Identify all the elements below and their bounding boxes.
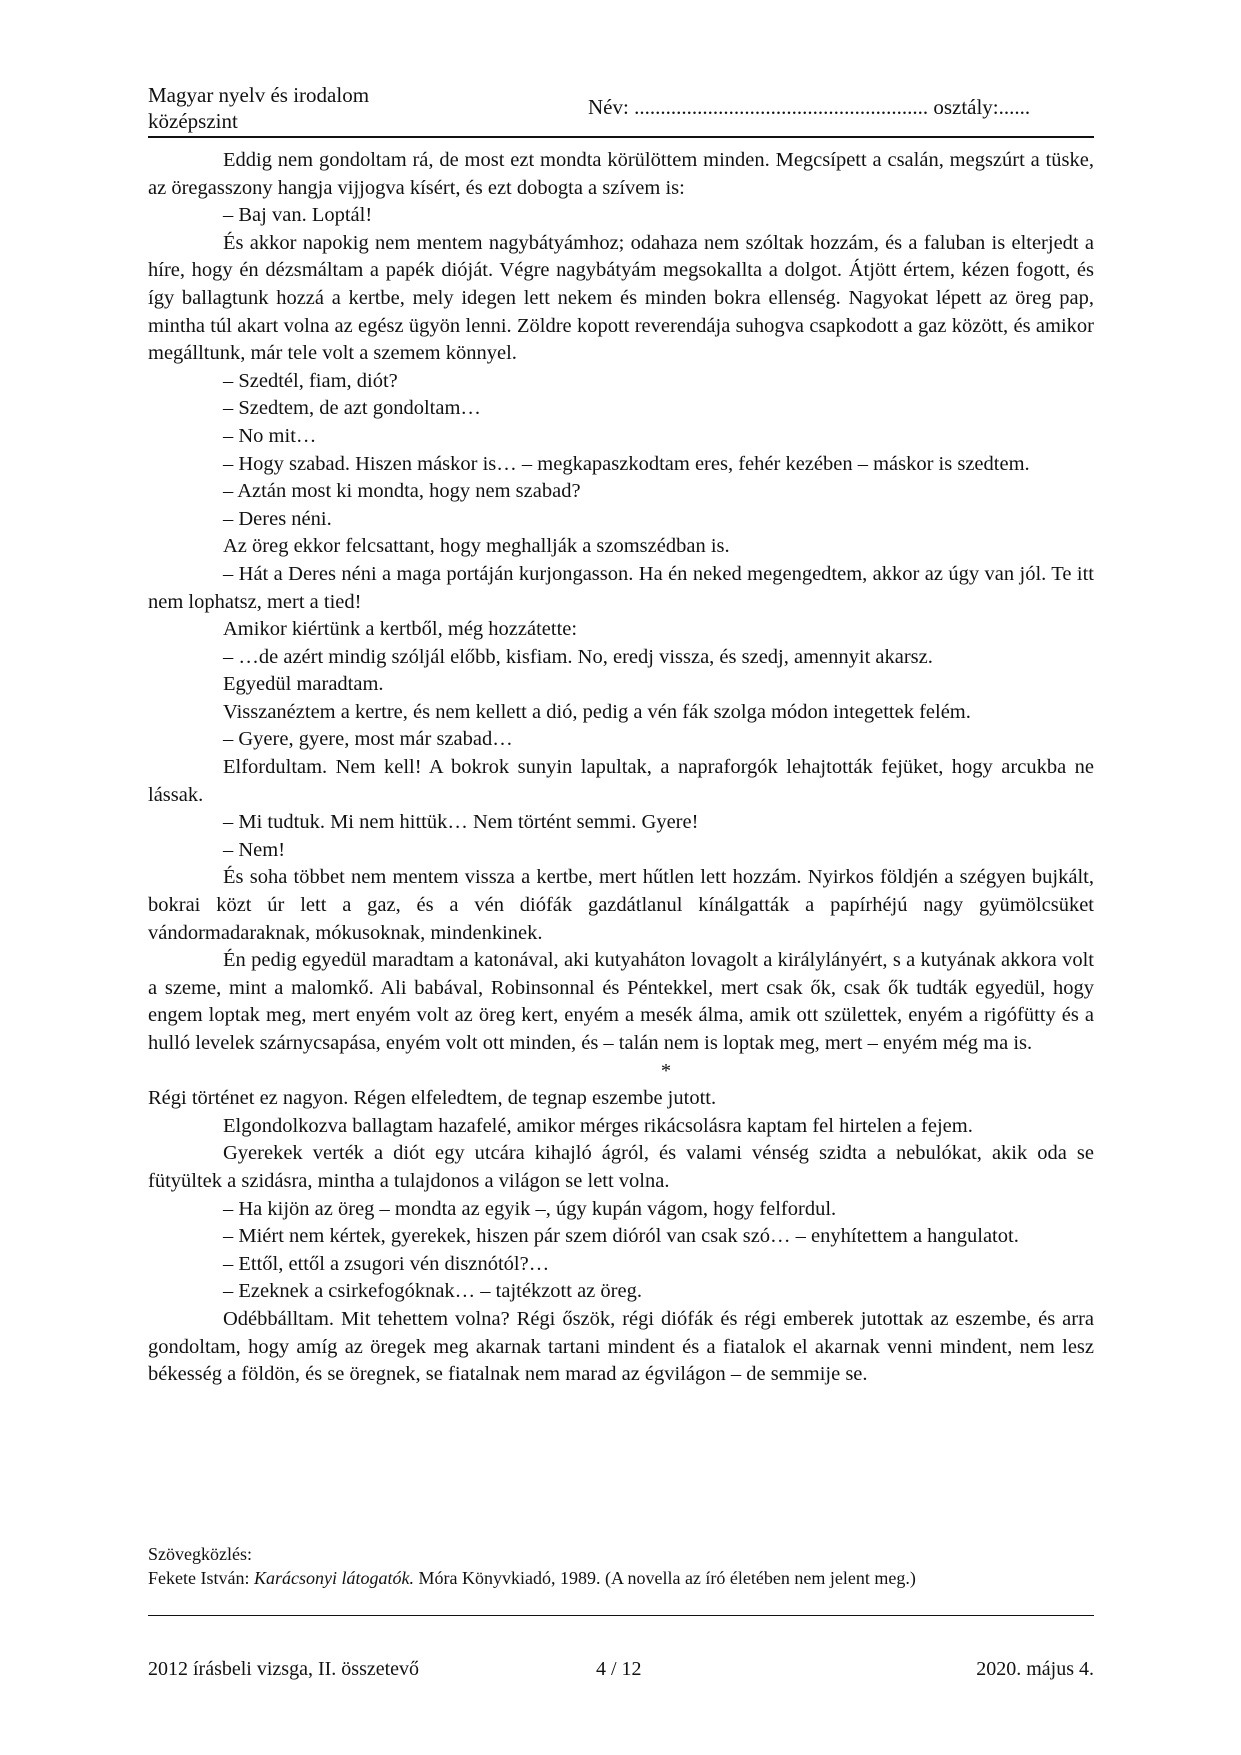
page-header — [148, 82, 1094, 138]
source-title: Karácsonyi látogatók. — [253, 1568, 414, 1588]
paragraph: Gyerekek verték a diót egy utcára kihajló ágról, és valami vénség szidta a nebulókat, akik oda se fütyültek a szidásra, mintha a tulajdonos a világon se lett volna. — [148, 1142, 1094, 1192]
story-text — [148, 147, 1094, 1389]
paragraph: Egyedül maradtam. — [223, 673, 384, 696]
paragraph: – …de azért mindig szóljál előbb, kisfiam. No, eredj vissza, és szedj, amennyit akarsz. — [223, 645, 933, 668]
paragraph: – Gyere, gyere, most már szabad… — [223, 728, 513, 751]
paragraph: Elfordultam. Nem kell! A bokrok sunyin lapultak, a napraforgók lehajtották fejüket, hogy arcukba ne lássak. — [148, 756, 1094, 806]
paragraph: Odébbálltam. Mit tehettem volna? Régi őszök, régi diófák és régi emberek jutottak az eszembe, és arra gondoltam, hogy amíg az öregek meg akarnak tartani mindent és a fiatalok el akarnak venni mindent, nem lesz békesség a földön, és se öregnek, se fiatalnak nem marad az égvilágon – de semmije se. — [148, 1307, 1094, 1386]
paragraph: – Deres néni. — [223, 507, 332, 530]
paragraph: – Ezeknek a csirkefogóknak… – tajtékzott az öreg. — [223, 1280, 642, 1303]
source-rest: Móra Könyvkiadó, 1989. (A novella az író életében nem jelent meg.) — [413, 1568, 916, 1588]
paragraph: – Szedtél, fiam, diót? — [223, 369, 398, 392]
footer-exam-label: 2012 írásbeli vizsga, II. összetevő — [148, 1658, 420, 1680]
paragraph: Elgondolkozva ballagtam hazafelé, amikor mérges rikácsolásra kaptam fel hirtelen a fejem. — [223, 1114, 973, 1137]
paragraph: Régi történet ez nagyon. Régen elfeledtem, de tegnap eszembe jutott. — [148, 1087, 717, 1110]
name-class-field: Név: ........................................................ osztály:...... — [588, 95, 1031, 119]
paragraph: Eddig nem gondoltam rá, de most ezt mondta körülöttem minden. Megcsípett a csalán, megszúrt a tüske, az öregasszony hangja vijjogva kísért, és ezt dobogta a szívem is: — [148, 149, 1094, 199]
paragraph: – Miért nem kértek, gyerekek, hiszen pár szem dióról van csak szó… – enyhítettem a hangulatot. — [223, 1225, 1019, 1248]
subject-line-2: középszint — [148, 109, 238, 133]
paragraph: – No mit… — [223, 424, 317, 447]
subject-label — [148, 82, 369, 134]
paragraph: Én pedig egyedül maradtam a katonával, aki kutyaháton lovagolt a királylányért, s a kutyának akkora volt a szeme, mint a malomkő. Ali babával, Robinsonnal és Péntekkel, mert csak ők, csak ők tudták egyedül, hogy engem loptak meg, mert enyém volt az öreg kert, enyém a mesék álma, amik ott születtek, enyém a rigófütty és a hulló levelek szárnycsapása, enyém volt ott minden, és – talán nem is loptak meg, mert – enyém még ma is. — [148, 949, 1094, 1054]
source-note — [148, 1542, 1094, 1590]
page-number: 4 / 12 — [596, 1658, 642, 1680]
header-rule — [148, 136, 1094, 138]
paragraph: – Ha kijön az öreg – mondta az egyik –, úgy kupán vágom, hogy felfordul. — [223, 1197, 837, 1220]
paragraph: – Szedtem, de azt gondoltam… — [223, 397, 481, 420]
paragraph: Amikor kiértünk a kertből, még hozzátette: — [223, 618, 578, 641]
paragraph: Visszanéztem a kertre, és nem kellett a dió, pedig a vén fák szolga módon integettek felém. — [223, 700, 971, 723]
section-separator: * — [660, 1059, 672, 1082]
footer-rule — [148, 1615, 1094, 1616]
paragraph: És akkor napokig nem mentem nagybátyámhoz; odahaza nem szóltak hozzám, és a faluban is elterjedt a híre, hogy én dézsmáltam a papék dióját. Végre nagybátyám megsokallta a dolgot. Átjött értem, kézen fogott, és így ballagtunk hozzá a kertbe, mely idegen lett nekem és minden bokra ellenség. Nagyokat lépett az öreg pap, mintha túl akart volna az egész ügyön lenni. Zöldre kopott reverendája suhogva csapkodott a gaz között, és amikor megálltunk, már tele volt a szemem könnyel. — [148, 231, 1094, 365]
subject-line-1: Magyar nyelv és irodalom — [148, 83, 370, 107]
paragraph: – Aztán most ki mondta, hogy nem szabad? — [223, 480, 581, 503]
paragraph: – Nem! — [223, 838, 286, 861]
paragraph: És soha többet nem mentem vissza a kertbe, mert hűtlen lett hozzám. Nyirkos földjén a szégyen bujkált, bokrai közt úr lett a gaz, és a vén diófák gazdátlanul kínálgatták a papírhéjú nagy gyümölcsüket vándormadaraknak, mókusoknak, mindenkinek. — [148, 866, 1094, 944]
paragraph: – Mi tudtuk. Mi nem hittük… Nem történt semmi. Gyere! — [223, 811, 699, 834]
source-citation — [148, 1566, 1094, 1590]
paragraph: – Hogy szabad. Hiszen máskor is… – megkapaszkodtam eres, fehér kezében – máskor is szedtem. — [223, 452, 1030, 475]
exam-page — [148, 0, 1094, 1755]
paragraph: – Hát a Deres néni a maga portáján kurjongasson. Ha én neked megengedtem, akkor az úgy van jól. Te itt nem lophatsz, mert a tied! — [148, 562, 1094, 613]
footer-date: 2020. május 4. — [976, 1658, 1094, 1680]
paragraph: – Baj van. Loptál! — [223, 204, 373, 227]
paragraph: Az öreg ekkor felcsattant, hogy meghallják a szomszédban is. — [223, 535, 730, 558]
source-author: Fekete István: — [148, 1568, 254, 1588]
source-label: Szövegközlés: — [148, 1544, 252, 1564]
paragraph: – Ettől, ettől a zsugori vén disznótól?… — [223, 1252, 550, 1275]
